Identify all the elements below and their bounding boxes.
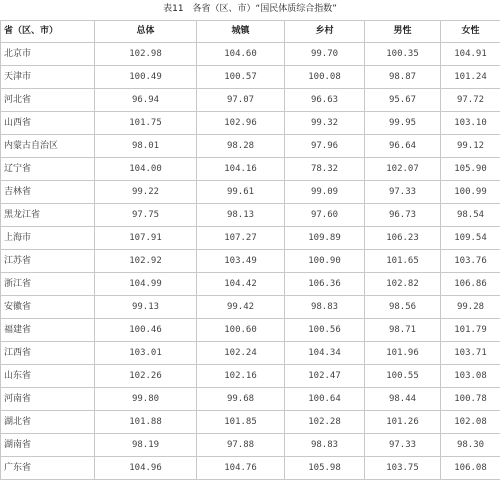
male-cell: 96.64 [365, 135, 441, 158]
header-overall: 总体 [95, 21, 197, 43]
male-cell: 106.23 [365, 227, 441, 250]
urban-cell: 99.68 [197, 388, 285, 411]
province-cell: 福建省 [1, 319, 95, 342]
table-row [1, 204, 500, 227]
urban-cell: 102.24 [197, 342, 285, 365]
urban-cell: 98.28 [197, 135, 285, 158]
female-cell: 109.54 [441, 227, 500, 250]
overall-cell: 99.22 [95, 181, 197, 204]
urban-cell: 104.60 [197, 43, 285, 66]
urban-cell: 99.42 [197, 296, 285, 319]
table-row [1, 365, 500, 388]
female-cell: 100.78 [441, 388, 500, 411]
male-cell: 97.33 [365, 434, 441, 457]
overall-cell: 103.01 [95, 342, 197, 365]
rural-cell: 100.56 [285, 319, 365, 342]
urban-cell: 97.07 [197, 89, 285, 112]
province-cell: 黑龙江省 [1, 204, 95, 227]
table-row [1, 227, 500, 250]
rural-cell: 106.36 [285, 273, 365, 296]
header-province: 省（区、市） [1, 21, 95, 43]
overall-cell: 104.00 [95, 158, 197, 181]
urban-cell: 102.16 [197, 365, 285, 388]
rural-cell: 105.98 [285, 457, 365, 480]
rural-cell: 78.32 [285, 158, 365, 181]
table-row [1, 296, 500, 319]
male-cell: 98.71 [365, 319, 441, 342]
urban-cell: 99.61 [197, 181, 285, 204]
rural-cell: 97.96 [285, 135, 365, 158]
female-cell: 101.79 [441, 319, 500, 342]
male-cell: 101.65 [365, 250, 441, 273]
table-row [1, 388, 500, 411]
male-cell: 97.33 [365, 181, 441, 204]
overall-cell: 104.96 [95, 457, 197, 480]
urban-cell: 103.49 [197, 250, 285, 273]
female-cell: 98.30 [441, 434, 500, 457]
table-row [1, 411, 500, 434]
province-cell: 湖北省 [1, 411, 95, 434]
province-cell: 辽宁省 [1, 158, 95, 181]
female-cell: 103.76 [441, 250, 500, 273]
province-cell: 上海市 [1, 227, 95, 250]
urban-cell: 100.60 [197, 319, 285, 342]
male-cell: 96.73 [365, 204, 441, 227]
rural-cell: 100.90 [285, 250, 365, 273]
urban-cell: 104.76 [197, 457, 285, 480]
overall-cell: 107.91 [95, 227, 197, 250]
overall-cell: 96.94 [95, 89, 197, 112]
male-cell: 101.26 [365, 411, 441, 434]
province-cell: 山西省 [1, 112, 95, 135]
header-urban: 城镇 [197, 21, 285, 43]
overall-cell: 101.88 [95, 411, 197, 434]
header-row [1, 21, 500, 43]
urban-cell: 102.96 [197, 112, 285, 135]
rural-cell: 98.83 [285, 434, 365, 457]
male-cell: 99.95 [365, 112, 441, 135]
rural-cell: 100.64 [285, 388, 365, 411]
rural-cell: 100.08 [285, 66, 365, 89]
female-cell: 103.71 [441, 342, 500, 365]
male-cell: 100.55 [365, 365, 441, 388]
overall-cell: 104.99 [95, 273, 197, 296]
female-cell: 105.90 [441, 158, 500, 181]
table-row [1, 43, 500, 66]
province-cell: 广东省 [1, 457, 95, 480]
table-row [1, 181, 500, 204]
overall-cell: 98.19 [95, 434, 197, 457]
female-cell: 98.54 [441, 204, 500, 227]
female-cell: 103.08 [441, 365, 500, 388]
table-row [1, 319, 500, 342]
male-cell: 102.82 [365, 273, 441, 296]
province-cell: 天津市 [1, 66, 95, 89]
province-cell: 吉林省 [1, 181, 95, 204]
overall-cell: 102.98 [95, 43, 197, 66]
urban-cell: 104.42 [197, 273, 285, 296]
female-cell: 101.24 [441, 66, 500, 89]
male-cell: 103.75 [365, 457, 441, 480]
table-row [1, 273, 500, 296]
table-title: 表11 各省（区、市）“国民体质综合指数” [0, 2, 500, 16]
table-row [1, 434, 500, 457]
rural-cell: 102.47 [285, 365, 365, 388]
overall-cell: 99.80 [95, 388, 197, 411]
province-cell: 浙江省 [1, 273, 95, 296]
table-row [1, 89, 500, 112]
rural-cell: 109.89 [285, 227, 365, 250]
urban-cell: 97.88 [197, 434, 285, 457]
female-cell: 100.99 [441, 181, 500, 204]
urban-cell: 98.13 [197, 204, 285, 227]
fitness-index-table [0, 20, 500, 480]
province-cell: 山东省 [1, 365, 95, 388]
overall-cell: 102.26 [95, 365, 197, 388]
header-male: 男性 [365, 21, 441, 43]
male-cell: 98.56 [365, 296, 441, 319]
rural-cell: 99.09 [285, 181, 365, 204]
urban-cell: 107.27 [197, 227, 285, 250]
table-row [1, 66, 500, 89]
province-cell: 江苏省 [1, 250, 95, 273]
header-rural: 乡村 [285, 21, 365, 43]
female-cell: 102.08 [441, 411, 500, 434]
rural-cell: 98.83 [285, 296, 365, 319]
female-cell: 103.10 [441, 112, 500, 135]
urban-cell: 104.16 [197, 158, 285, 181]
table-body [1, 43, 500, 480]
rural-cell: 97.60 [285, 204, 365, 227]
urban-cell: 101.85 [197, 411, 285, 434]
male-cell: 98.44 [365, 388, 441, 411]
province-cell: 河南省 [1, 388, 95, 411]
female-cell: 97.72 [441, 89, 500, 112]
overall-cell: 98.01 [95, 135, 197, 158]
male-cell: 102.07 [365, 158, 441, 181]
province-cell: 河北省 [1, 89, 95, 112]
female-cell: 99.12 [441, 135, 500, 158]
rural-cell: 99.32 [285, 112, 365, 135]
table-row [1, 250, 500, 273]
province-cell: 安徽省 [1, 296, 95, 319]
table-row [1, 158, 500, 181]
table-row [1, 342, 500, 365]
rural-cell: 104.34 [285, 342, 365, 365]
province-cell: 北京市 [1, 43, 95, 66]
overall-cell: 97.75 [95, 204, 197, 227]
overall-cell: 100.49 [95, 66, 197, 89]
overall-cell: 102.92 [95, 250, 197, 273]
table-row [1, 135, 500, 158]
male-cell: 101.96 [365, 342, 441, 365]
female-cell: 106.08 [441, 457, 500, 480]
table-row [1, 457, 500, 480]
province-cell: 内蒙古自治区 [1, 135, 95, 158]
female-cell: 99.28 [441, 296, 500, 319]
urban-cell: 100.57 [197, 66, 285, 89]
overall-cell: 100.46 [95, 319, 197, 342]
overall-cell: 99.13 [95, 296, 197, 319]
province-cell: 江西省 [1, 342, 95, 365]
header-female: 女性 [441, 21, 500, 43]
rural-cell: 99.70 [285, 43, 365, 66]
overall-cell: 101.75 [95, 112, 197, 135]
rural-cell: 96.63 [285, 89, 365, 112]
male-cell: 100.35 [365, 43, 441, 66]
male-cell: 95.67 [365, 89, 441, 112]
rural-cell: 102.28 [285, 411, 365, 434]
male-cell: 98.87 [365, 66, 441, 89]
female-cell: 106.86 [441, 273, 500, 296]
female-cell: 104.91 [441, 43, 500, 66]
table-row [1, 112, 500, 135]
province-cell: 湖南省 [1, 434, 95, 457]
